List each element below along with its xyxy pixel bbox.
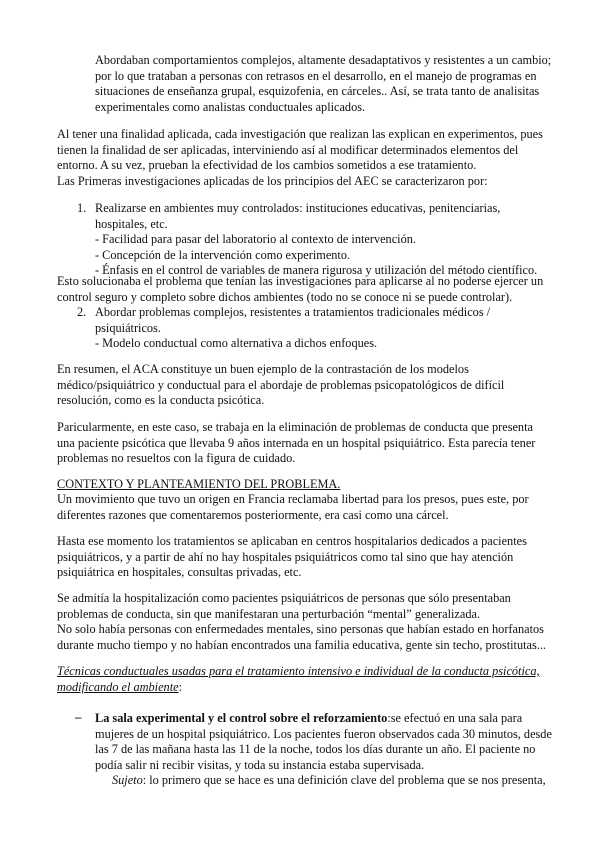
section-heading: CONTEXTO Y PLANTEAMIENTO DEL PROBLEMA. bbox=[57, 477, 341, 491]
text-line: - Énfasis en el control de variables de manera rigurosa y utilización del método científico. bbox=[95, 263, 538, 278]
text-line: Abordar problemas complejos, resistentes a tratamientos tradicionales médicos / bbox=[95, 305, 491, 319]
intro-paragraph bbox=[95, 53, 551, 115]
text-line: psiquiátricos. bbox=[95, 320, 161, 335]
list-item-1 bbox=[95, 201, 537, 279]
text-line: una paciente psicótica que llevaba 9 años internada en un hospital psiquiátrico. Esta parecía tener bbox=[57, 435, 536, 450]
text-line: problemas de conducta, sin que manifestaran una perturbación “mental” generalizada. bbox=[57, 606, 481, 621]
text-line: por lo que trataban a personas con retrasos en el desarrollo, en el manejo de programas en bbox=[95, 68, 537, 83]
text-line: tienen la finalidad de ser aplicadas, interviniendo así al modificar determinados elementos del bbox=[57, 142, 519, 157]
text-line: Hasta ese momento los tratamientos se aplicaban en centros hospitalarios dedicados a pacientes bbox=[57, 534, 527, 548]
text-line bbox=[57, 680, 540, 696]
sujeto-label: Sujeto bbox=[112, 773, 143, 788]
text-line: - Facilidad para pasar del laboratorio al contexto de intervención. bbox=[95, 232, 416, 247]
bullet-dash-icon: – bbox=[75, 709, 82, 724]
bullet-item-sala bbox=[95, 711, 552, 789]
text-line: Se admitía la hospitalización como pacientes psiquiátricos de personas que sólo presentaban bbox=[57, 591, 511, 605]
bullet-lead-rest: :se efectuó en una sala para bbox=[387, 711, 523, 725]
list-item-2 bbox=[95, 305, 490, 352]
text-line: Esto solucionaba el problema que tenían las investigaciones para aplicarse al no poderse ejercer un bbox=[57, 274, 544, 288]
text-line: psiquiátricos, y a partir de ahí no hay hospitales psiquiátricos como tal sino que hay atención bbox=[57, 549, 514, 564]
text-line: hospitales, etc. bbox=[95, 216, 168, 231]
text-line: No solo había personas con enfermedades mentales, sino personas que habían estado en horfanatos bbox=[57, 622, 544, 637]
text-line: resolución, como es la conducta psicótica. bbox=[57, 393, 265, 408]
text-line: control seguro y completo sobre dichos ambientes (todo no se conoce ni se puede controlar). bbox=[57, 289, 513, 304]
text-line: problemas no resueltos con la figura de cuidado. bbox=[57, 451, 296, 466]
text-line: durante mucho tiempo y no habían encontrados una familia educativa, gente sin techo, prostitutas... bbox=[57, 637, 546, 652]
text-line: situaciones de enseñanza grupal, esquizofenia, en cárceles.. Así, se trata tanto de analisitas bbox=[95, 84, 540, 99]
text-line bbox=[95, 773, 552, 789]
text-line: - Modelo conductual como alternativa a dichos enfoques. bbox=[95, 336, 378, 351]
applied-purpose-paragraph bbox=[57, 127, 543, 189]
text-line bbox=[95, 711, 552, 727]
list-number: 1. bbox=[77, 201, 87, 215]
heading-colon: : bbox=[178, 679, 182, 694]
summary-paragraph bbox=[57, 362, 504, 409]
bullet-bold-lead: La sala experimental y el control sobre el reforzamiento bbox=[95, 711, 388, 725]
text-line: Abordaban comportamientos complejos, altamente desadaptativos y resistentes a un cambio; bbox=[95, 53, 552, 67]
text-line: experimentales como analistas conductuales aplicados. bbox=[95, 99, 366, 114]
hospitals-paragraph bbox=[57, 534, 527, 581]
text-line: las 7 de las mañana hasta las 11 de la noche, todos los días durante un año. El paciente no bbox=[95, 742, 536, 757]
hospitalization-paragraph bbox=[57, 591, 546, 653]
text-line: Un movimiento que tuvo un origen en Francia reclamaba libertad para los presos, pues este, por bbox=[57, 492, 529, 506]
text-line: Técnicas conductuales usadas para el tratamiento intensivo e individual de la conducta psicótica, bbox=[57, 664, 540, 678]
sujeto-text: : lo primero que se hace es una definición clave del problema que se nos presenta, bbox=[142, 773, 546, 788]
case-paragraph bbox=[57, 420, 535, 467]
text-line: - Concepción de la intervención como experimento. bbox=[95, 247, 351, 262]
france-paragraph bbox=[57, 492, 529, 523]
text-line: psiquiátrica en hospitales, consultas privadas, etc. bbox=[57, 565, 302, 580]
text-line: Las Primeras investigaciones aplicadas de los principios del AEC se caracterizaron por: bbox=[57, 173, 488, 188]
text-line: médico/psiquiátrico y conductual para el abordaje de problemas psicopatológicos de difícil bbox=[57, 377, 505, 392]
techniques-heading bbox=[57, 664, 540, 695]
text-line: En resumen, el ACA constituye un buen ejemplo de la contrastación de los modelos bbox=[57, 362, 469, 376]
heading-italic-part: modificando el ambiente bbox=[57, 679, 179, 694]
text-line: diferentes razones que comentaremos posteriormente, era casi como una cárcel. bbox=[57, 507, 449, 522]
text-line: Paricularmente, en este caso, se trabaja en la eliminación de problemas de conducta que presenta bbox=[57, 420, 533, 434]
list-number: 2. bbox=[77, 305, 87, 319]
text-line: entorno. A su vez, prueban la efectividad de los cambios sometidos a ese tratamiento. bbox=[57, 158, 477, 173]
text-line: mujeres de un hospital psiquiátrico. Los pacientes fueron observados cada 30 minutos, desde bbox=[95, 726, 552, 741]
text-line: Al tener una finalidad aplicada, cada investigación que realizan las explican en experimentos, pues bbox=[57, 127, 543, 141]
solution-paragraph bbox=[57, 274, 543, 305]
text-line: Realizarse en ambientes muy controlados: instituciones educativas, penitenciarias, bbox=[95, 201, 501, 215]
text-line: podía salir ni recibir visitas, y toda su instancia estaba supervisada. bbox=[95, 757, 425, 772]
